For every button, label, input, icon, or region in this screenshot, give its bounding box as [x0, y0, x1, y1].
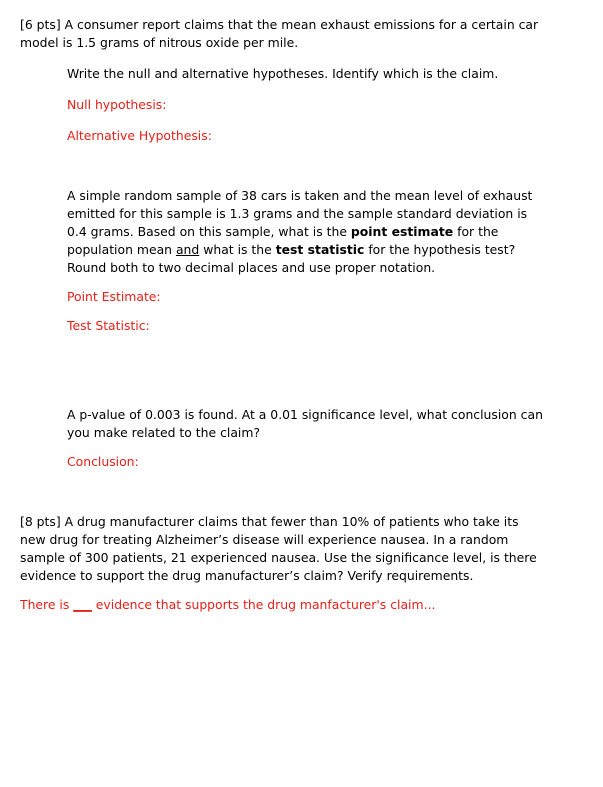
question-2-answer	[20, 596, 580, 614]
null-hypothesis-label: Null hypothesis:	[67, 97, 167, 112]
question-2-intro: [8 pts] A drug manufacturer claims that fewer than 10% of patients who take its new drug for treating Alzheimer’s disease will experience nausea. In a random sample of 300 patients, 21 experienced nausea. Use the significance level, is there evidence to support the drug manufacturer’s claim? Verify requirements.	[20, 514, 537, 583]
question-1b-prompt	[67, 187, 543, 277]
question-1a-prompt: Write the null and alternative hypotheses. Identify which is the claim.	[67, 66, 499, 81]
q1b-text-1: A simple random sample of 38 cars is taken and the mean level of exhaust emitted for this sample is 1.3 grams and the sample standard deviation is 0.4 grams. Based on this sample, what is the	[67, 188, 533, 239]
answer-suffix: evidence that supports the drug manfacturer's claim...	[91, 597, 436, 612]
answer-prefix: There is	[20, 597, 74, 612]
q1b-and-underlined: and	[175, 242, 200, 257]
alternative-hypothesis-label: Alternative Hypothesis:	[67, 128, 212, 143]
q1b-text-4: for the hypothesis test? Round both to two decimal places and use proper notation.	[67, 242, 516, 275]
q1b-point-estimate-term: point estimate	[350, 224, 454, 239]
point-estimate-label: Point Estimate:	[67, 289, 161, 304]
q1b-text-3: what is the	[199, 242, 276, 257]
answer-blank: ___	[73, 597, 92, 612]
q1b-text-2: for the population mean	[67, 224, 499, 257]
question-1-intro: [6 pts] A consumer report claims that the mean exhaust emissions for a certain car model is 1.5 grams of nitrous oxide per mile.	[20, 17, 539, 50]
conclusion-label: Conclusion:	[67, 454, 139, 469]
test-statistic-label: Test Statistic:	[67, 318, 150, 333]
q1b-test-statistic-term: test statistic	[275, 242, 365, 257]
question-1c-prompt: A p-value of 0.003 is found. At a 0.01 significance level, what conclusion can you make related to the claim?	[67, 407, 543, 440]
